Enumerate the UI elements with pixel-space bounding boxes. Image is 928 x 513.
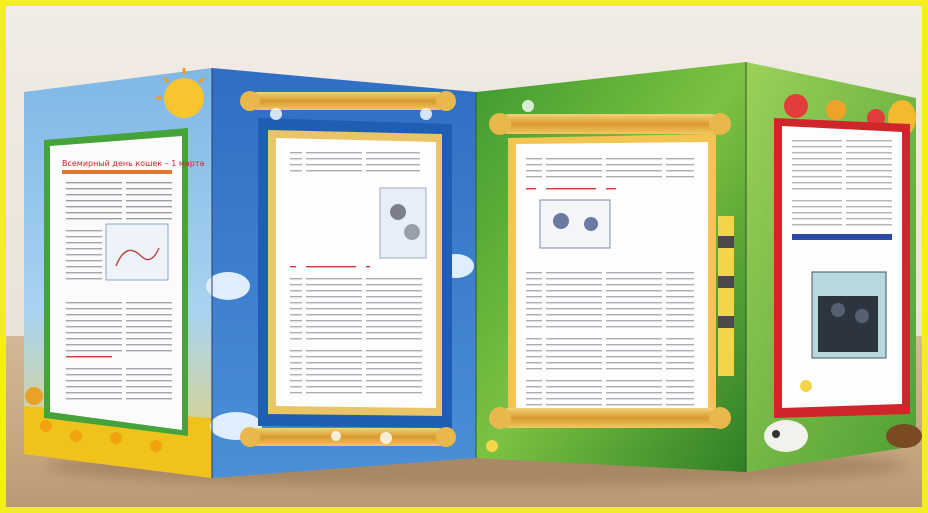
cat-sketch-image — [540, 200, 610, 248]
panel-3 — [476, 62, 746, 472]
sun-icon — [164, 78, 204, 118]
bee-icon — [25, 387, 43, 405]
panel-1 — [24, 68, 212, 478]
cats-photo — [380, 188, 426, 258]
panel-2 — [206, 68, 476, 478]
scroll-top-2 — [500, 114, 720, 134]
scroll-bottom — [250, 428, 446, 446]
scroll-top — [250, 92, 446, 110]
mushroom-icon — [764, 420, 808, 452]
folding-screen — [6, 6, 928, 513]
scroll-bottom-2 — [500, 408, 720, 428]
panel-1-heading: Всемирный день кошек – 1 марта — [62, 159, 205, 168]
panel-4 — [746, 62, 922, 472]
